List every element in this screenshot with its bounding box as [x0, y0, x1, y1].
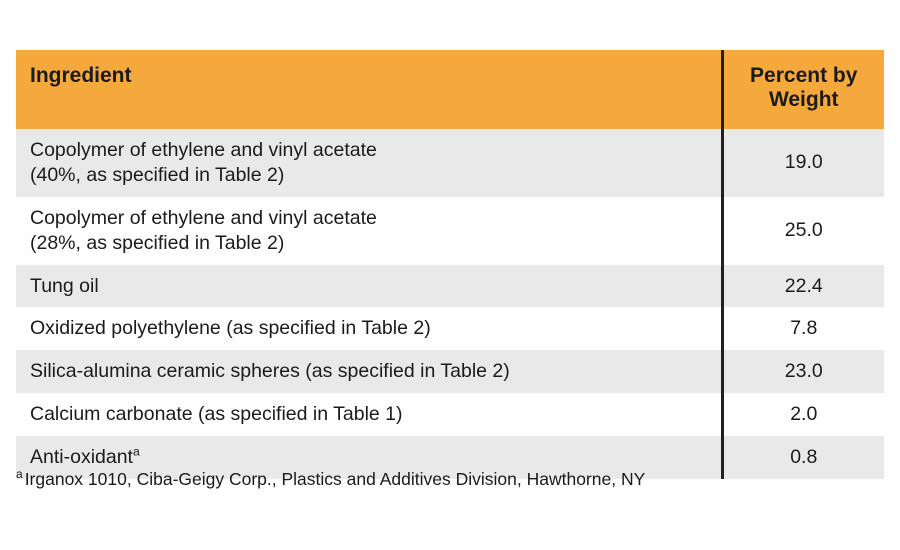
ingredient-line-1: Oxidized polyethylene (as specified in Table 2): [30, 317, 431, 340]
cell-ingredient: [16, 350, 722, 393]
cell-percent: 7.8: [722, 307, 884, 350]
table-row: [16, 393, 884, 436]
cell-percent: 22.4: [722, 265, 884, 308]
cell-percent: 2.0: [722, 393, 884, 436]
cell-ingredient: [16, 197, 722, 265]
table-row: [16, 129, 884, 197]
footnote-marker: a: [16, 467, 23, 482]
cell-ingredient: [16, 265, 722, 308]
column-header-percent-line1: Percent by: [750, 64, 858, 87]
column-header-percent-by-weight: [722, 50, 884, 129]
table-row: [16, 307, 884, 350]
ingredient-line-1: Calcium carbonate (as specified in Table 1): [30, 403, 403, 426]
table-row: [16, 197, 884, 265]
table-header-row: [16, 50, 884, 129]
table-header: [16, 50, 884, 129]
ingredient-line-1: Tung oil: [30, 274, 99, 297]
cell-ingredient: [16, 393, 722, 436]
cell-percent: 25.0: [722, 197, 884, 265]
ingredient-line-1: Copolymer of ethylene and vinyl acetate: [30, 206, 377, 229]
ingredient-line-2: (28%, as specified in Table 2): [30, 231, 285, 254]
footnote-text: Irganox 1010, Ciba-Geigy Corp., Plastics and Additives Division, Hawthorne, NY: [24, 469, 646, 489]
footnote-reference-marker: a: [132, 444, 140, 459]
ingredient-line-2: (40%, as specified in Table 2): [30, 163, 285, 186]
column-header-ingredient: Ingredient: [16, 50, 722, 129]
table-row: [16, 265, 884, 308]
cell-percent: 0.8: [722, 436, 884, 479]
ingredients-table: [16, 50, 884, 482]
table-body: [16, 129, 884, 480]
cell-ingredient: [16, 129, 722, 197]
cell-percent: 23.0: [722, 350, 884, 393]
cell-ingredient: [16, 307, 722, 350]
column-header-percent-line2: Weight: [768, 88, 839, 112]
ingredients-table-container: [16, 50, 884, 482]
ingredient-line-1: Copolymer of ethylene and vinyl acetate: [30, 138, 377, 161]
cell-percent: 19.0: [722, 129, 884, 197]
table-row: [16, 350, 884, 393]
table-footnote: [16, 468, 884, 491]
ingredient-line-1: Silica-alumina ceramic spheres (as specified in Table 2): [30, 360, 510, 383]
ingredient-line-1: Anti-oxidant: [30, 446, 133, 469]
